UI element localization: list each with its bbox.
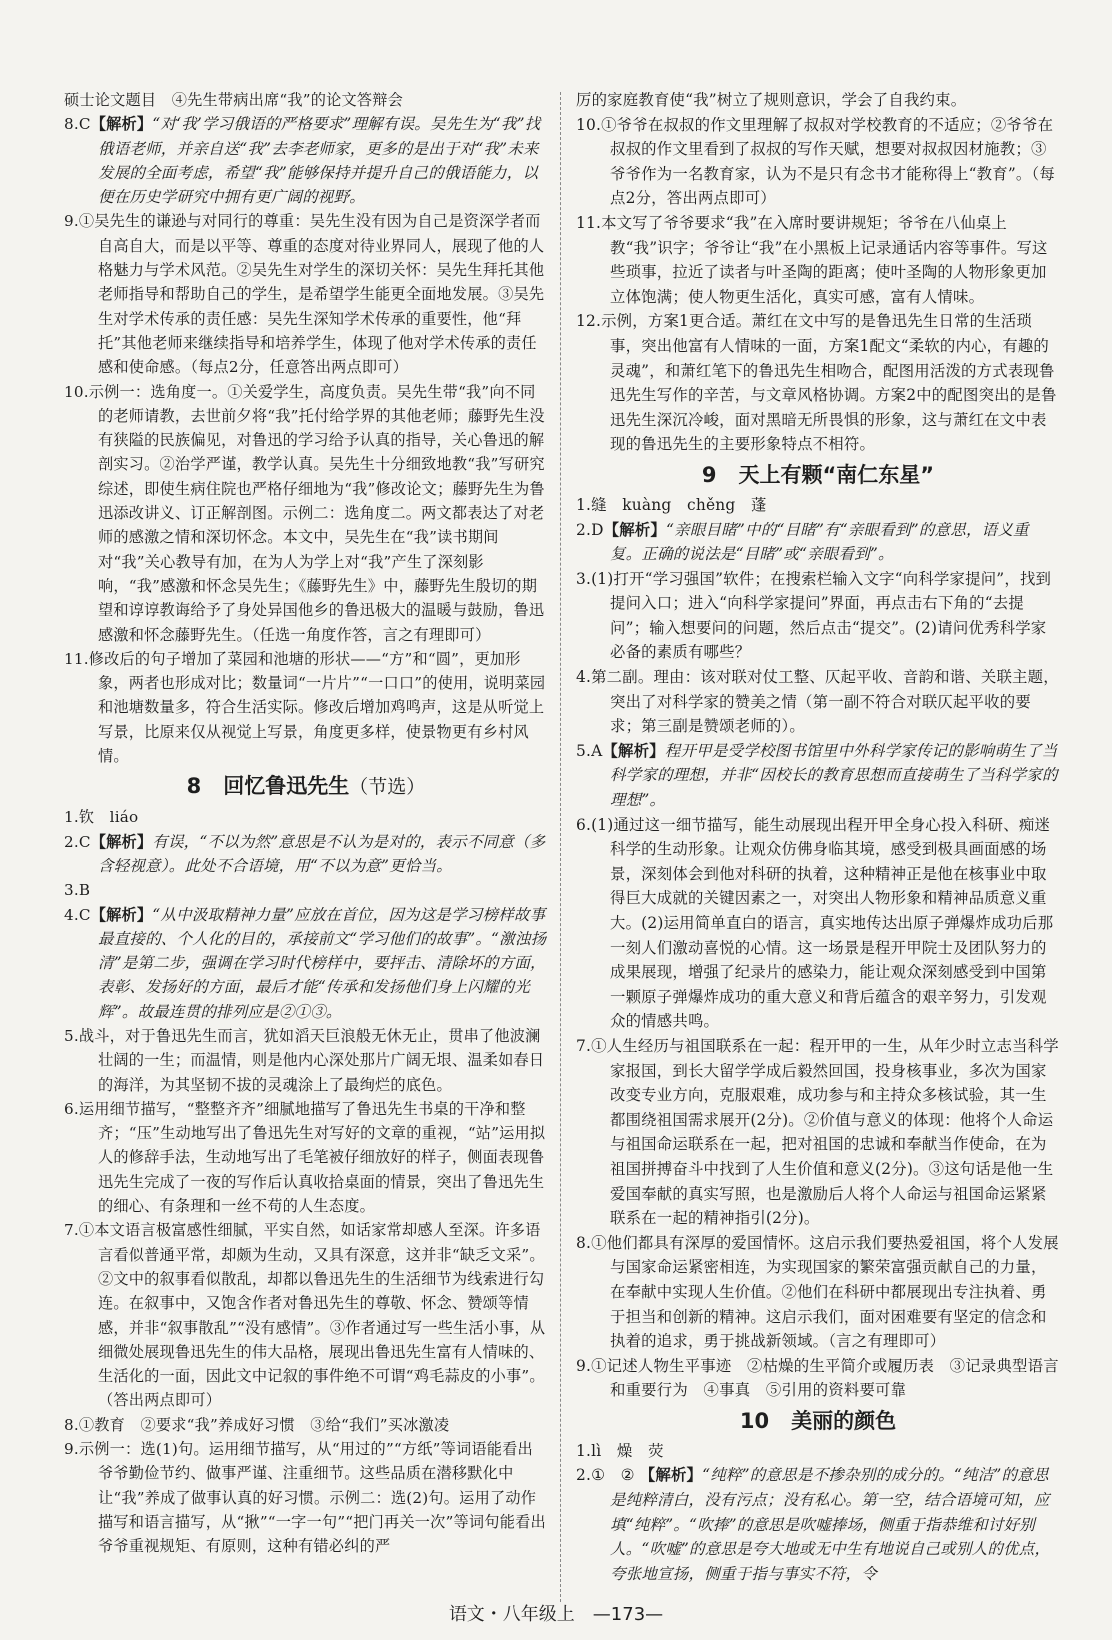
question-number: 8.	[64, 1415, 79, 1434]
question-number: 4.C	[64, 905, 91, 924]
answer-item	[64, 878, 548, 902]
continued-text: 厉的家庭教育使“我”树立了规则意识，学会了自我约束。	[576, 91, 967, 109]
left-column	[64, 88, 548, 1559]
answer-item	[576, 1354, 1060, 1403]
analysis-tag: 【解析】	[90, 832, 153, 851]
analysis-text: 有误，“不以为然”意思是不认为是对的，表示不同意（多含轻视意）。此处不合语境，用“不以为意”更恰当。	[98, 832, 546, 875]
analysis-tag: 【解析】	[602, 741, 665, 760]
right-column	[576, 88, 1060, 1586]
question-number: 12.	[576, 312, 602, 331]
answer-text: ①爷爷在叔叔的作文里理解了叔叔对学校教育的不适应；②爷爷在叔叔的作文里看到了叔叔的写作天赋，想要对叔叔因材施教；③爷爷作为一名教育家，认为不是只有念书才能称得上“教育”。（每点2分，答出两点即可）	[601, 115, 1055, 208]
question-number: 8.	[576, 1233, 592, 1252]
answer-text: ①人生经历与祖国联系在一起：程开甲的一生，从年少时立志当科学家报国，到长大留学学成后毅然回国，投身核事业，多次为国家改变专业方向，克服艰难，成功参与和主持众多核试验，其一生都围绕祖国需求展开(2分)。②价值与意义的体现：他将个人命运与祖国命运联系在一起，把对祖国的忠诚和奉献当作使命，在为祖国拼搏奋斗中找到了人生价值和意义(2分)。③这句话是他一生爱国奉献的真实写照，也是激励后人将个人命运与祖国命运紧紧联系在一起的精神指引(2分)。	[591, 1036, 1059, 1228]
question-number: 1.	[576, 495, 592, 514]
answer-text: lì 燥 荧	[591, 1441, 664, 1460]
section-title-text: 美丽的颜色	[791, 1408, 897, 1433]
answer-item	[576, 518, 1060, 567]
section-title	[64, 769, 548, 804]
answer-item	[64, 380, 548, 647]
analysis-text: “从中汲取精神力量”应放在首位，因为这是学习榜样故事最直接的、个人化的目的，承接前文“学习他们的故事”。“激浊扬清”是第二步，强调在学习时代榜样中，要抨击、清除坏的方面，表彰、发扬好的方面，最后才能“传承和发扬他们身上闪耀的光辉”。故最连贯的排列应是②①③。	[98, 905, 547, 1021]
question-number: 2.C	[64, 832, 91, 851]
answer-blanks: ① ②	[591, 1466, 640, 1485]
answer-item	[64, 1218, 548, 1412]
answer-item	[64, 903, 548, 1024]
answer-item	[64, 209, 548, 379]
section-title-text: 回忆鲁迅先生	[223, 774, 350, 799]
question-number: 6.	[64, 1099, 79, 1118]
question-number: 2.	[576, 1466, 592, 1485]
answer-text: B	[78, 881, 91, 900]
analysis-text: “亲眼目睹”中的“目睹”有“亲眼看到”的意思，语义重复。正确的说法是“目睹”或“亲眼看到”。	[610, 520, 1029, 564]
question-number: 7.	[576, 1036, 592, 1055]
question-number: 5.	[64, 1026, 79, 1045]
answer-text: 示例一：选(1)句。运用细节描写，从“用过的”“方纸”等词语能看出爷爷勤俭节约、做事严谨、注重细节。这些品质在潜移默化中让“我”养成了做事认真的好习惯。示例二：选(2)句。运用了动作描写和语言描写，从“揪”“一字一句”“把门再关一次”等词句能看出爷爷重视规矩、有原则，这种有错必纠的严	[78, 1440, 546, 1556]
section-title	[576, 458, 1060, 492]
section-number: 10	[739, 1408, 770, 1433]
analysis-tag: 【解析】	[90, 115, 153, 134]
section-number: 8	[186, 774, 202, 799]
answer-text: 钦 liáo	[78, 808, 139, 827]
answer-item	[576, 309, 1060, 457]
answer-item	[576, 1463, 1060, 1586]
answer-item	[64, 1413, 548, 1437]
answer-item	[576, 739, 1060, 813]
analysis-text: 程开甲是受学校图书馆里中外科学家传记的影响萌生了当科学家的理想，并非“因校长的教育思想而直接萌生了当科学家的理想”。	[610, 741, 1058, 810]
section-title-text: 天上有颗“南仁东星”	[738, 462, 935, 487]
answer-text: ①教育 ②要求“我”养成好习惯 ③给“我们”买冰激凌	[78, 1415, 450, 1434]
answer-text: 缝 kuàng chěng 蓬	[591, 495, 767, 514]
question-number: 8.C	[64, 115, 91, 134]
column-divider	[560, 92, 561, 1602]
question-number: 11.	[576, 213, 602, 232]
answer-text: ①他们都具有深厚的爱国情怀。这启示我们要热爱祖国，将个人发展与国家命运紧密相连，为实现国家的繁荣富强贡献自己的力量，在奉献中实现人生价值。②他们在科研中都展现出专注执着、勇于担当和创新的精神。这启示我们，面对困难要有坚定的信念和执着的追求，勇于挑战新领域。（言之有理即可）	[591, 1233, 1059, 1351]
question-number: 9.	[64, 1440, 79, 1459]
answer-item	[64, 1097, 548, 1218]
answer-item	[64, 112, 548, 209]
page-footer: 语文・八年级上 —173—	[448, 1604, 664, 1625]
answer-item	[576, 1439, 1060, 1464]
question-number: 1.	[576, 1441, 592, 1460]
answer-item	[576, 1034, 1060, 1231]
question-number: 4.	[576, 668, 592, 687]
analysis-tag: 【解析】	[603, 520, 666, 539]
section-title	[576, 1404, 1060, 1438]
answer-item	[64, 1024, 548, 1097]
question-number: 5.A	[576, 741, 603, 760]
question-number: 9.	[576, 1356, 592, 1375]
question-number: 10.	[576, 115, 602, 134]
answer-item	[576, 1231, 1060, 1354]
question-number: 11.	[64, 649, 89, 668]
question-number: 9.	[64, 212, 79, 231]
answer-item	[576, 113, 1060, 211]
answer-text: 本文写了爷爷要求“我”在入席时要讲规矩；爷爷在八仙桌上教“我”识字；爷爷让“我”在小黑板上记录通话内容等事件。写这些琐事，拉近了读者与叶圣陶的距离；使叶圣陶的人物形象更加立体饱满；使人物更生活化，真实可感，富有人情味。	[601, 213, 1048, 306]
question-number: 7.	[64, 1221, 79, 1240]
answer-item	[64, 830, 548, 879]
answer-text: 战斗，对于鲁迅先生而言，犹如滔天巨浪般无休无止，贯串了他波澜壮阔的一生；而温情，则是他内心深处那片广阔无垠、温柔如春日的海洋，为其坚韧不拔的灵魂涂上了最绚烂的底色。	[78, 1026, 545, 1094]
answer-item	[576, 813, 1060, 1034]
answer-item	[576, 493, 1060, 518]
answer-text: 修改后的句子增加了菜园和池塘的形状——“方”和“圆”，更加形象，两者也形成对比；数量词“一片片”“一口口”的使用，说明菜园和池塘数量多，符合生活实际。修改后增加鸡鸣声，这是从听觉上写景，比原来仅从视觉上写景，角度更多样，使景物更有乡村风情。	[88, 649, 546, 766]
answer-text: 运用细节描写，“整整齐齐”细腻地描写了鲁迅先生书桌的干净和整齐；“压”生动地写出了鲁迅先生对写好的文章的重视，“站”运用拟人的修辞手法，生动地写出了毛笔被仔细放好的样子，侧面表现鲁迅先生完成了一夜的写作后认真收拾桌面的情景，突出了鲁迅先生的细心、有条理和一丝不苟的人生态度。	[78, 1099, 546, 1216]
answer-text: ①本文语言极富感性细腻，平实自然，如话家常却感人至深。许多语言看似普通平常，却颇为生动，又具有深意，这并非“缺乏文采”。②文中的叙事看似散乱，却都以鲁迅先生的生活细节为线索进行勾连。在叙事中，又饱含作者对鲁迅先生的尊敬、怀念、赞颂等情感，并非“叙事散乱”“没有感情”。③作者通过写一些生活小事，从细微处展现鲁迅先生的伟大品格，展现出鲁迅先生富有人情味的、生活化的一面，因此文中记叙的事件绝不可谓“鸡毛蒜皮的小事”。（答出两点即可）	[78, 1221, 546, 1410]
answer-text: 示例，方案1更合适。萧红在文中写的是鲁迅先生日常的生活琐事，突出他富有人情味的一面，方案1配文“柔软的内心，有趣的灵魂”，和萧红笔下的鲁迅先生相吻合，配图用活泼的方式表现鲁迅先生写作的辛苦，与文章风格协调。方案2中的配图突出的是鲁迅先生深沉冷峻，面对黑暗无所畏惧的形象，这与萧红在文中表现的鲁迅先生的主要形象特点不相符。	[601, 312, 1057, 454]
question-number: 6.	[576, 815, 592, 834]
continued-text: 硕士论文题目 ④先生带病出席“我”的论文答辩会	[64, 91, 404, 109]
answer-text: 示例一：选角度一。①关爱学生，高度负责。吴先生带“我”向不同的老师请教，去世前夕将“我”托付给学界的其他老师；藤野先生没有狭隘的民族偏见，对鲁迅的学习给予认真的指导，关心鲁迅的解剖实习。②治学严谨，教学认真。吴先生十分细致地教“我”写研究综述，即使生病住院也严格仔细地为“我”修改论文；藤野先生为鲁迅添改讲义、订正解剖图。示例二：选角度二。两文都表达了对老师的感激之情和深切怀念。本文中，吴先生在“我”读书期间对“我”关心教导有加，在为人为学上对“我”产生了深刻影响，“我”感激和怀念吴先生；《藤野先生》中，藤野先生殷切的期望和谆谆教诲给予了身处异国他乡的鲁迅极大的温暖与鼓励，鲁迅感激和怀念藤野先生。（任选一角度作答，言之有理即可）	[88, 382, 545, 644]
answer-item	[64, 647, 548, 768]
answer-item	[576, 211, 1060, 309]
question-number: 3.	[64, 881, 79, 900]
section-subtitle: （节选）	[349, 776, 426, 799]
answer-text: (1)打开“学习强国”软件；在搜索栏输入文字“向科学家提问”，找到提问入口；进入“向科学家提问”界面，再点击右下角的“去提问”；输入想要问的问题，然后点击“提交”。(2)请问优秀科学家必备的素质有哪些？	[591, 569, 1052, 662]
analysis-text: “纯粹”的意思是不掺杂别的成分的。“纯洁”的意思是纯粹清白，没有污点；没有私心。第一空，结合语境可知，应填“纯粹”。“吹捧”的意思是吹嘘捧场，侧重于指恭维和讨好别人。“吹嘘”的意思是夸大地或无中生有地说自己或别人的优点，夸张地宣扬，侧重于指与事实不符，令	[610, 1466, 1051, 1583]
answer-item	[64, 1437, 548, 1558]
analysis-tag: 【解析】	[90, 905, 153, 924]
question-number: 10.	[64, 382, 89, 401]
answer-text: ①记述人物生平事迹 ②枯燥的生平简介或履历表 ③记录典型语言和重要行为 ④事真 ⑤引用的资料要可靠	[591, 1356, 1059, 1400]
question-number: 2.D	[576, 520, 604, 539]
answer-text: ①吴先生的谦逊与对同行的尊重：吴先生没有因为自己是资深学者而自高自大，而是以平等、尊重的态度对待业界同人，展现了他的人格魅力与学术风范。②吴先生对学生的深切关怀：吴先生拜托其他老师指导和帮助自己的学生，是希望学生能更全面地发展。③吴先生对学术传承的责任感：吴先生深知学术传承的重要性，他“拜托”其他老师来继续指导和培养学生，体现了他对学术传承的责任感和使命感。（每点2分，任意答出两点即可）	[78, 212, 545, 377]
answer-text: 第二副。理由：该对联对仗工整、仄起平收、音韵和谐、关联主题，突出了对科学家的赞美之情（第一副不符合对联仄起平收的要求；第三副是赞颂老师的）。	[591, 668, 1059, 736]
answer-text: (1)通过这一细节描写，能生动展现出程开甲全身心投入科研、痴迷科学的生动形象。让观众仿佛身临其境，感受到极具画面感的场景，深刻体会到他对科研的执着，这种精神正是他在核事业中取得巨大成就的关键因素之一，对突出人物形象和精神品质意义重大。(2)运用简单直白的语言，真实地传达出原子弹爆炸成功后那一刻人们激动喜悦的心情。这一场景是程开甲院士及团队努力的成果展现，增强了纪录片的感染力，能让观众深刻感受到中国第一颗原子弹爆炸成功的重大意义和背后蕴含的艰辛努力，引发观众的情感共鸣。	[591, 815, 1054, 1031]
question-number: 3.	[576, 569, 592, 588]
answer-item	[576, 665, 1060, 739]
question-number: 1.	[64, 808, 79, 827]
analysis-tag: 【解析】	[639, 1466, 703, 1485]
analysis-text: “对‘我’学习俄语的严格要求”理解有误。吴先生为“我”找俄语老师，并亲自送“我”去李老师家，更多的是出于对“我”未来发展的全面考虑，希望“我”能够保持并提升自己的俄语能力，以便在历史学研究中拥有更广阔的视野。	[98, 115, 541, 207]
section-number: 9	[701, 462, 717, 487]
answer-item	[576, 567, 1060, 665]
answer-item	[64, 805, 548, 829]
